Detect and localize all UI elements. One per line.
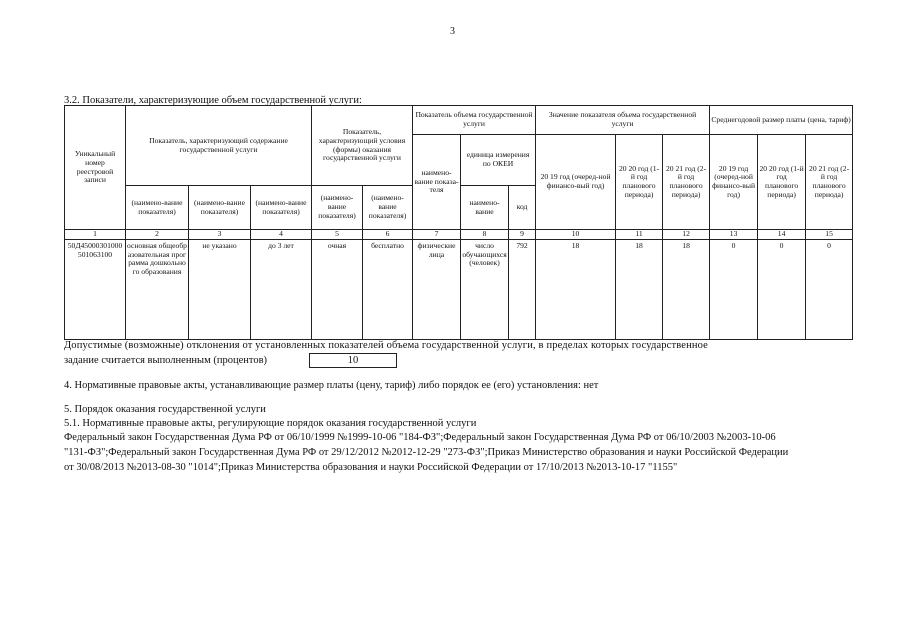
header-sub-name: (наимено-вание показателя) [312,186,363,230]
header-volume-indicator: Показатель объема государственной услуги [413,106,536,135]
column-number: 5 [312,230,363,240]
section-3-2-title: 3.2. Показатели, характеризующие объем государственной услуги: [64,95,362,106]
column-number: 1 [65,230,126,240]
column-number: 4 [251,230,312,240]
cell-value-current: 18 [536,240,616,340]
table-row [65,240,853,340]
header-unit-okei: единица измерения по ОКЕИ [461,135,536,186]
section-5-title: 5. Порядок оказания государственной услуги [64,404,266,415]
column-number: 7 [413,230,461,240]
cell-content-1: основная общеобразовательная программа дошкольного образования [126,240,189,340]
header-conditions-indicator: Показатель, характеризующий условия (формы) оказания государственной услуги [312,106,413,186]
header-year-current: 20 19 год (очеред-ной финансо-вый год) [536,135,616,230]
volume-indicators-table [64,105,853,340]
cell-value-plan1: 18 [616,240,663,340]
cell-condition-2: бесплатно [363,240,413,340]
column-number: 6 [363,230,413,240]
header-sub-name: (наимено-вание показателя) [363,186,413,230]
cell-unit-name: число обучающихся (человек) [461,240,509,340]
cell-content-3: до 3 лет [251,240,312,340]
section-5-1-subtitle: 5.1. Нормативные правовые акты, регулирующие порядок оказания государственной услуги [64,418,477,429]
section-4-text: 4. Нормативные правовые акты, устанавливающие размер платы (цену, тариф) либо порядок ее (его) установления: нет [64,380,599,391]
column-number: 3 [189,230,251,240]
header-indicator-name: наимено-вание показа-теля [413,135,461,230]
header-fee-current: 20 19 год (очеред-ной финансо-вый год) [710,135,758,230]
header-unique-number: Уникальный номер реестровой записи [65,106,126,230]
column-number: 14 [758,230,806,240]
header-sub-name: (наимено-вание показателя) [189,186,251,230]
deviation-value-box: 10 [309,353,397,368]
cell-indicator-name: физические лица [413,240,461,340]
header-fee-plan2: 20 21 год (2-й год планового периода) [806,135,853,230]
cell-value-plan2: 18 [663,240,710,340]
cell-content-2: не указано [189,240,251,340]
cell-fee-plan2: 0 [806,240,853,340]
column-number: 10 [536,230,616,240]
cell-unique-number: 50Д45000301000501063100 [65,240,126,340]
column-number: 8 [461,230,509,240]
header-unit-code: код [509,186,536,230]
header-sub-name: (наимено-вание показателя) [251,186,312,230]
column-number: 15 [806,230,853,240]
column-number: 12 [663,230,710,240]
header-volume-value: Значение показателя объема государственной услуги [536,106,710,135]
column-number: 2 [126,230,189,240]
header-content-indicator: Показатель, характеризующий содержание государственной услуги [126,106,312,186]
legal-acts-line3: от 30/08/2013 №2013-08-30 "1014";Приказ Министерства образования и науки Российской Федерации от 17/10/2013 №2013-10-17 "1155" [64,462,678,473]
cell-condition-1: очная [312,240,363,340]
header-fee-plan1: 20 20 год (1-й год планового периода) [758,135,806,230]
column-number: 13 [710,230,758,240]
deviation-text-line1: Допустимые (возможные) отклонения от установленных показателей объема государственной услуги, в пределах которых государственное [64,340,708,351]
page-number: 3 [450,26,455,37]
header-avg-fee: Среднегодовой размер платы (цена, тариф) [710,106,853,135]
column-number: 9 [509,230,536,240]
cell-unit-code: 792 [509,240,536,340]
cell-fee-plan1: 0 [758,240,806,340]
legal-acts-line1: Федеральный закон Государственная Дума РФ от 06/10/1999 №1999-10-06 "184-ФЗ";Федеральный закон Государственная Дума РФ от 06/10/2003 №2003-10-06 [64,432,776,443]
header-sub-name: (наимено-вание показателя) [126,186,189,230]
cell-fee-current: 0 [710,240,758,340]
deviation-text-line2: задание считается выполненным (процентов) [64,355,268,366]
legal-acts-line2: "131-ФЗ";Федеральный закон Государственная Дума РФ от 29/12/2012 №2012-12-29 "273-ФЗ";Приказ Министерство образования и науки Российской Федерации [64,447,789,458]
header-year-plan1: 20 20 год (1-й год планового периода) [616,135,663,230]
column-numbers-row [65,230,853,240]
column-number: 11 [616,230,663,240]
header-year-plan2: 20 21 год (2-й год планового периода) [663,135,710,230]
header-unit-name: наимено-вание [461,186,509,230]
